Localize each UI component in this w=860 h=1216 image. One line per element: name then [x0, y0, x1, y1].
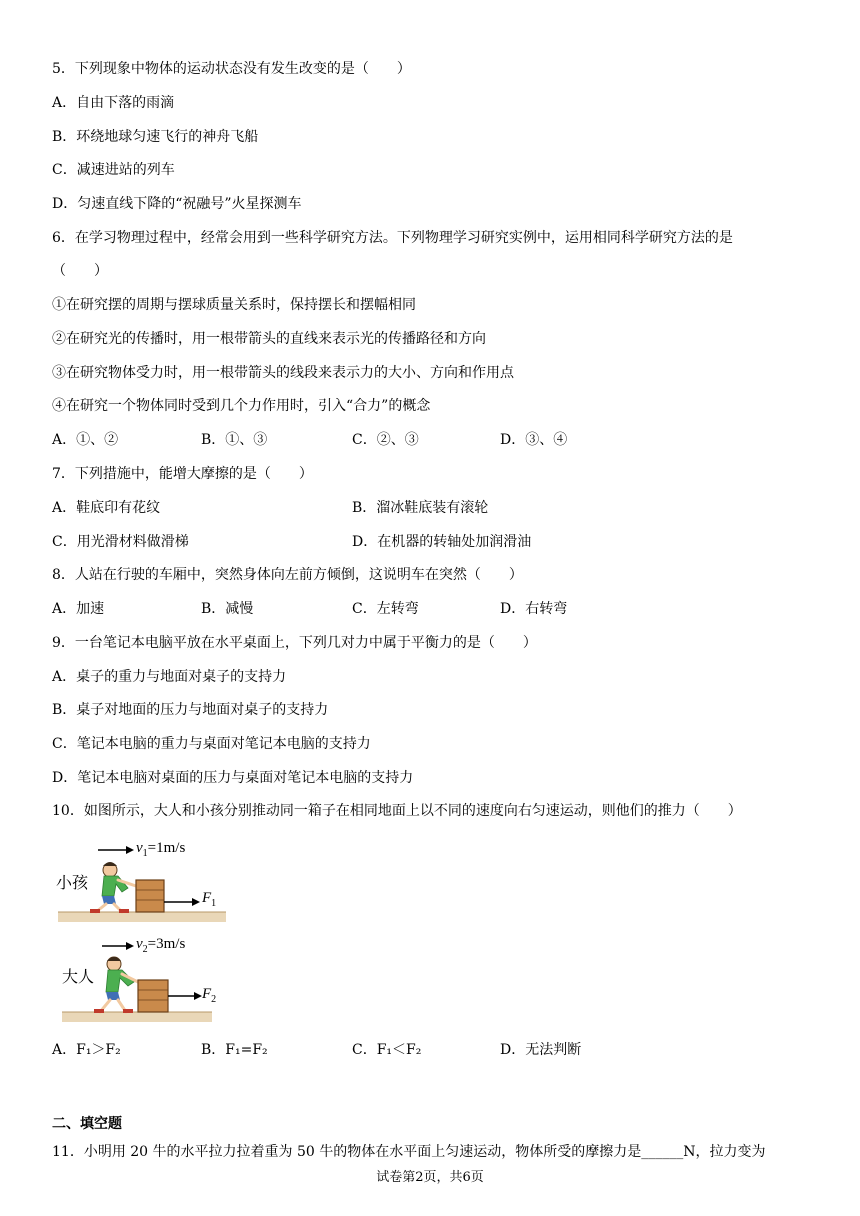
q9-option-b: B．桌子对地面的压力与地面对桌子的支持力 [52, 702, 329, 718]
q7-options-row2 [52, 532, 812, 552]
q10-stem: 10．如图所示，大人和小孩分别推动同一箱子在相同地面上以不同的速度向右匀速运动，则他们的推力（ ） [52, 803, 742, 819]
q7-option-b: B．溜冰鞋底装有滚轮 [352, 500, 489, 516]
q8-option-a: A．加速 [52, 601, 105, 617]
q8-option-d: D．右转弯 [500, 601, 568, 617]
v2-value: =3m/s [147, 936, 186, 952]
q5-stem: 5．下列现象中物体的运动状态没有发生改变的是（ ） [52, 61, 411, 77]
q7-option-c: C．用光滑材料做滑梯 [52, 534, 189, 550]
q6-options [52, 430, 812, 450]
q9-option-d: D．笔记本电脑对桌面的压力与桌面对笔记本电脑的支持力 [52, 770, 414, 786]
page-footer: 试卷第2页，共6页 [376, 1170, 484, 1185]
q8-stem: 8．人站在行驶的车厢中，突然身体向左前方倾倒，这说明车在突然（ ） [52, 567, 523, 583]
q6-item-3: ③在研究物体受力时，用一根带箭头的线段来表示力的大小、方向和作用点 [52, 365, 514, 381]
q10-figure-adult [52, 934, 232, 1026]
q7-option-a: A．鞋底印有花纹 [52, 500, 161, 516]
v2-label: $v_2=3m/s$ [136, 936, 186, 955]
q5-option-b: B．环绕地球匀速飞行的神舟飞船 [52, 129, 259, 145]
q8-options [52, 599, 812, 619]
q6-option-b: B．①、③ [201, 432, 268, 448]
q10-option-b: B．F₁=F₂ [201, 1042, 268, 1058]
v1-value: =1m/s [147, 840, 186, 856]
q9-option-a: A．桌子的重力与地面对桌子的支持力 [52, 669, 287, 685]
q5-option-a: A．自由下落的雨滴 [52, 95, 175, 111]
section-title-fill-in: 二、填空题 [52, 1116, 122, 1132]
q10-option-c: C．F₁＜F₂ [352, 1042, 422, 1058]
q9-option-c: C．笔记本电脑的重力与桌面对笔记本电脑的支持力 [52, 736, 371, 752]
q6-item-1: ①在研究摆的周期与摆球质量关系时，保持摆长和摆幅相同 [52, 297, 416, 313]
q6-item-4: ④在研究一个物体同时受到几个力作用时，引入“合力”的概念 [52, 398, 431, 414]
q10-figure-child [52, 836, 232, 926]
q10-option-a: A．F₁＞F₂ [52, 1042, 121, 1058]
q5-option-d: D．匀速直线下降的“祝融号”火星探测车 [52, 196, 302, 212]
q11-stem: 11．小明用 20 牛的水平拉力拉着重为 50 牛的物体在水平面上匀速运动，物体所受的摩擦力是______N，拉力变为 [52, 1144, 766, 1160]
f2-label: $F_2$ [202, 986, 217, 1005]
v1-label: $v_1=1m/s$ [136, 840, 186, 859]
q10-options [52, 1040, 812, 1060]
q7-options-row1 [52, 498, 812, 518]
q9-stem: 9．一台笔记本电脑平放在水平桌面上，下列几对力中属于平衡力的是（ ） [52, 635, 537, 651]
adult-label: 大人 [62, 967, 95, 986]
q6-item-2: ②在研究光的传播时，用一根带箭头的直线来表示光的传播路径和方向 [52, 331, 486, 347]
q6-stem-line2: （ ） [52, 263, 108, 279]
q5-option-c: C．减速进站的列车 [52, 162, 175, 178]
q10-option-d: D．无法判断 [500, 1042, 582, 1058]
f1-label: $F_1$ [202, 890, 217, 909]
child-label: 小孩 [56, 873, 89, 892]
q6-option-d: D．③、④ [500, 432, 568, 448]
q6-stem-line1: 6．在学习物理过程中，经常会用到一些科学研究方法。下列物理学习研究实例中，运用相同科学研究方法的是 [52, 230, 733, 246]
q7-stem: 7．下列措施中，能增大摩擦的是（ ） [52, 466, 313, 482]
q6-option-a: A．①、② [52, 432, 119, 448]
q8-option-c: C．左转弯 [352, 601, 419, 617]
q8-option-b: B．减慢 [201, 601, 254, 617]
q7-option-d: D．在机器的转轴处加润滑油 [352, 534, 532, 550]
q6-option-c: C．②、③ [352, 432, 419, 448]
